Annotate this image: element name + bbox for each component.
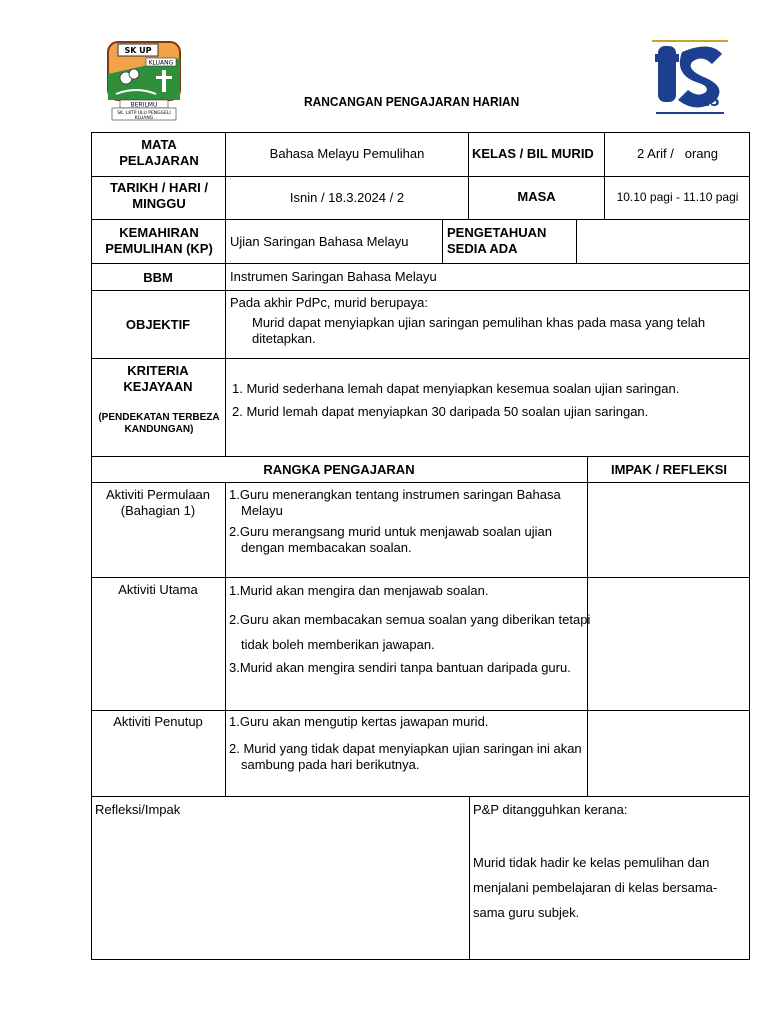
refleksi-label: Refleksi/Impak	[95, 802, 181, 817]
utama-label: Aktiviti Utama	[118, 582, 198, 597]
utama-item-3: 3.Murid akan mengira sendiri tanpa bantuan daripada guru.	[229, 660, 571, 675]
tarikh-value: Isnin / 18.3.2024 / 2	[289, 190, 405, 205]
pp-label: P&P ditangguhkan kerana:	[473, 802, 628, 817]
permulaan-label: Aktiviti Permulaan (Bahagian 1)	[105, 487, 211, 518]
penutup-item-1: 1.Guru akan mengutip kertas jawapan murid.	[229, 714, 489, 729]
pengetahuan-label: PENGETAHUAN SEDIA ADA	[447, 225, 547, 256]
bbm-label: BBM	[143, 270, 173, 285]
page-title: RANCANGAN PENGAJARAN HARIAN	[304, 94, 520, 109]
tarikh-label: TARIKH / HARI / MINGGU	[110, 180, 208, 211]
penutup-label: Aktiviti Penutup	[113, 714, 203, 729]
svg-text:KLUANG: KLUANG	[148, 59, 174, 67]
svg-text:25: 25	[700, 94, 720, 110]
svg-text:KLUANG: KLUANG	[134, 116, 154, 121]
kriteria-item-2: 2. Murid lemah dapat menyiapkan 30 daripada 50 soalan ujian saringan.	[232, 404, 649, 419]
objektif-text: Murid dapat menyiapkan ujian saringan pemulihan khas pada masa yang telah ditetapkan.	[252, 315, 706, 346]
kriteria-item-1: 1. Murid sederhana lemah dapat menyiapkan kesemua soalan ujian saringan.	[232, 381, 680, 396]
impak-header: IMPAK / REFLEKSI	[610, 462, 728, 477]
pp-reason: Murid tidak hadir ke kelas pemulihan dan menjalani pembelajaran di kelas bersama-sama guru subjek.	[473, 855, 718, 920]
kelas-value: 2 Arif / orang	[637, 146, 718, 161]
masa-value: 10.10 pagi - 11.10 pagi	[616, 190, 739, 204]
permulaan-item-2: 2.Guru merangsang murid untuk menjawab soalan ujian dengan membacakan soalan.	[229, 524, 553, 555]
utama-item-2: 2.Guru akan membacakan semua soalan yang diberikan tetapi tidak boleh memberikan jawapan.	[229, 612, 591, 652]
svg-text:SK UP: SK UP	[124, 46, 152, 55]
permulaan-item-1: 1.Guru menerangkan tentang instrumen saringan Bahasa Melayu	[229, 487, 561, 518]
mata-pelajaran-label: MATA PELAJARAN	[119, 137, 199, 168]
mata-pelajaran-value: Bahasa Melayu Pemulihan	[269, 146, 425, 161]
objektif-label: OBJEKTIF	[125, 317, 191, 332]
kelas-label: KELAS / BIL MURID	[472, 146, 594, 161]
svg-text:SK. LKTP ULU PENGGELI: SK. LKTP ULU PENGGELI	[117, 111, 171, 116]
masa-label: MASA	[517, 189, 556, 204]
objektif-intro: Pada akhir PdPc, murid berupaya:	[230, 295, 428, 310]
anniversary-logo	[652, 40, 728, 122]
kriteria-label: KRITERIA KEJAYAAN	[123, 363, 193, 394]
kemahiran-label: KEMAHIRAN PEMULIHAN (KP)	[105, 225, 213, 256]
school-logo	[106, 40, 182, 122]
kriteria-sub: (PENDEKATAN TERBEZA KANDUNGAN)	[98, 412, 220, 435]
utama-item-1: 1.Murid akan mengira dan menjawab soalan.	[229, 583, 489, 598]
svg-text:BERILMU: BERILMU	[130, 101, 158, 109]
bbm-value: Instrumen Saringan Bahasa Melayu	[230, 269, 437, 284]
kemahiran-value: Ujian Saringan Bahasa Melayu	[230, 234, 409, 249]
rangka-header: RANGKA PENGAJARAN	[263, 462, 415, 477]
penutup-item-2: 2. Murid yang tidak dapat menyiapkan ujian saringan ini akan sambung pada hari berikutnya.	[229, 741, 582, 772]
